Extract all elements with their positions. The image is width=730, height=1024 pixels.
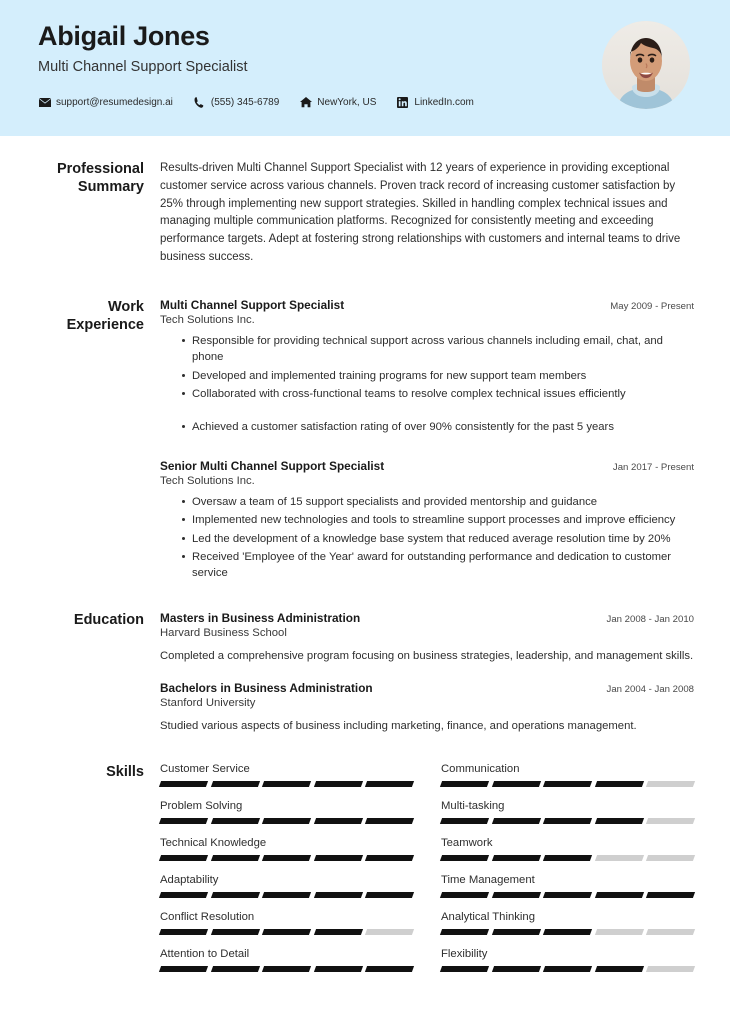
linkedin-icon: [396, 97, 409, 108]
skill-rating-bar: [160, 929, 413, 935]
skill-rating-segment: [314, 855, 363, 861]
home-icon: [299, 97, 312, 108]
list-item: Received 'Employee of the Year' award for outstanding performance and dedication to customer service: [182, 549, 694, 582]
entry-spacer: [160, 438, 694, 459]
skill-rating-bar: [441, 929, 694, 935]
skill-rating-bar: [160, 818, 413, 824]
education-description: Completed a comprehensive program focusing on business strategies, leadership, and management skills.: [160, 649, 694, 662]
skill-rating-segment: [211, 855, 260, 861]
skill-name: Technical Knowledge: [160, 837, 267, 850]
skill-rating-segment: [492, 929, 541, 935]
skill-rating-segment: [595, 781, 644, 787]
skill-rating-segment: [440, 855, 489, 861]
experience-entry: [160, 459, 694, 582]
skill-name: Communication: [441, 763, 520, 776]
experience-date: Jan 2017 - Present: [612, 461, 694, 473]
skill-name: Teamwork: [441, 837, 493, 850]
candidate-name: Abigail Jones: [38, 21, 210, 51]
skill-rating-segment: [595, 892, 644, 898]
contact-email-text: support@resumedesign.ai: [56, 96, 173, 108]
skill-name: Conflict Resolution: [160, 911, 255, 924]
skill-rating-segment: [440, 966, 489, 972]
skill-rating-segment: [314, 966, 363, 972]
skill-rating-segment: [646, 929, 695, 935]
skill-rating-segment: [543, 966, 592, 972]
skill-rating-segment: [365, 966, 414, 972]
section-label-skills: Skills: [106, 764, 144, 781]
contact-phone[interactable]: [193, 97, 279, 108]
education-entry: [160, 611, 694, 665]
skill-rating-bar: [160, 966, 413, 972]
skill-rating-segment: [595, 966, 644, 972]
experience-entry: [160, 298, 694, 436]
section-education: [36, 584, 694, 735]
skill-rating-segment: [262, 781, 311, 787]
contact-linkedin[interactable]: [396, 97, 473, 108]
section-label-summary: Professional Summary: [56, 161, 144, 196]
education-date: Jan 2008 - Jan 2010: [606, 613, 694, 625]
contact-phone-text: (555) 345-6789: [210, 96, 280, 108]
skill-rating-segment: [365, 781, 414, 787]
skill-name: Problem Solving: [160, 800, 243, 813]
skill-rating-segment: [262, 929, 311, 935]
skill-name: Time Management: [441, 874, 535, 887]
list-item: Achieved a customer satisfaction rating of over 90% consistently for the past 5 years: [182, 419, 694, 435]
education-date: Jan 2004 - Jan 2008: [606, 684, 694, 696]
email-icon: [38, 97, 51, 108]
skill-rating-segment: [440, 818, 489, 824]
skill-rating-segment: [595, 818, 644, 824]
resume-body: [0, 136, 730, 985]
skill-rating-bar: [441, 781, 694, 787]
skill-name: Flexibility: [441, 948, 488, 961]
skill-rating-bar: [441, 855, 694, 861]
skill-rating-segment: [543, 855, 592, 861]
skill-rating-segment: [543, 892, 592, 898]
skill-rating-bar: [441, 966, 694, 972]
skill-rating-segment: [492, 855, 541, 861]
experience-bullets: [160, 494, 694, 582]
skill-rating-segment: [440, 781, 489, 787]
resume-header: [0, 0, 730, 136]
section-professional-summary: [36, 136, 694, 267]
contact-email[interactable]: [38, 97, 173, 108]
skill-rating-segment: [492, 966, 541, 972]
section-skills: [36, 735, 694, 985]
skill-rating-segment: [365, 929, 414, 935]
skill-rating-bar: [160, 781, 413, 787]
skill-rating-segment: [211, 966, 260, 972]
skill-rating-segment: [211, 818, 260, 824]
summary-text: Results-driven Multi Channel Support Specialist with 12 years of experience in providing exceptional customer service across various channels. Proven track record of increasing customer satisfaction by 25% through implementing new support strategies. Skilled in handling complex technical issues and managing multiple communication platforms. Recognized for consistently meeting and exceeding performance targets. Adept at fostering strong relationships with customers and internal teams to drive business success.: [160, 162, 681, 264]
skill-item: [160, 800, 413, 837]
experience-role: Multi Channel Support Specialist: [160, 297, 345, 312]
skill-item: [160, 837, 413, 874]
experience-role: Senior Multi Channel Support Specialist: [160, 458, 385, 473]
experience-org: Tech Solutions Inc.: [160, 313, 255, 326]
skill-name: Adaptability: [160, 874, 219, 887]
skills-grid: [160, 763, 694, 985]
skill-rating-bar: [160, 892, 413, 898]
skill-rating-segment: [440, 892, 489, 898]
skill-rating-segment: [492, 892, 541, 898]
skill-rating-segment: [646, 855, 695, 861]
skill-rating-segment: [314, 781, 363, 787]
skill-rating-segment: [159, 781, 208, 787]
experience-org: Tech Solutions Inc.: [160, 474, 255, 487]
contact-location-text: NewYork, US: [317, 96, 377, 108]
skill-item: [160, 948, 413, 985]
contact-location[interactable]: [299, 97, 376, 108]
section-label-experience: Work Experience: [66, 298, 144, 333]
skill-rating-segment: [211, 892, 260, 898]
list-item: Oversaw a team of 15 support specialists and provided mentorship and guidance: [182, 494, 694, 510]
skill-rating-segment: [262, 818, 311, 824]
education-school: Harvard Business School: [160, 626, 287, 639]
skill-name: Multi-tasking: [441, 800, 505, 813]
skill-rating-segment: [211, 781, 260, 787]
education-description: Studied various aspects of business including marketing, finance, and operations management.: [160, 720, 637, 733]
skill-item: [441, 874, 694, 911]
skill-rating-segment: [159, 892, 208, 898]
skill-rating-bar: [160, 855, 413, 861]
experience-bullets: [160, 333, 694, 436]
skill-rating-segment: [646, 892, 695, 898]
skill-rating-segment: [262, 892, 311, 898]
skill-item: [441, 948, 694, 985]
skill-rating-segment: [159, 818, 208, 824]
skill-rating-segment: [159, 929, 208, 935]
contact-row: [38, 97, 700, 108]
skill-rating-segment: [159, 855, 208, 861]
skill-name: Analytical Thinking: [441, 911, 535, 924]
skill-rating-segment: [595, 929, 644, 935]
skill-rating-segment: [492, 781, 541, 787]
skill-item: [441, 911, 694, 948]
skill-item: [160, 911, 413, 948]
phone-icon: [193, 97, 206, 108]
skill-name: Attention to Detail: [160, 948, 250, 961]
skill-rating-segment: [543, 929, 592, 935]
skill-rating-segment: [211, 929, 260, 935]
skill-item: [441, 800, 694, 837]
skill-rating-segment: [365, 892, 414, 898]
experience-date: May 2009 - Present: [610, 300, 694, 312]
education-degree: Masters in Business Administration: [160, 610, 361, 625]
skill-rating-bar: [441, 892, 694, 898]
skill-rating-segment: [646, 781, 695, 787]
skill-rating-segment: [492, 818, 541, 824]
list-item: Implemented new technologies and tools to streamline support processes and improve efficiency: [182, 512, 694, 528]
skill-item: [160, 763, 413, 800]
skill-rating-bar: [441, 818, 694, 824]
skill-rating-segment: [314, 929, 363, 935]
skill-item: [441, 763, 694, 800]
skill-name: Customer Service: [160, 763, 250, 776]
skill-rating-segment: [365, 855, 414, 861]
contact-linkedin-text: LinkedIn.com: [414, 96, 474, 108]
entry-spacer: [160, 664, 694, 681]
skill-rating-segment: [314, 892, 363, 898]
list-item: Led the development of a knowledge base system that reduced average resolution time by 20%: [182, 531, 694, 547]
list-item: Collaborated with cross-functional teams to resolve complex technical issues efficiently: [182, 386, 694, 402]
education-entry: [160, 681, 694, 735]
skill-rating-segment: [646, 966, 695, 972]
skill-rating-segment: [543, 781, 592, 787]
section-label-education: Education: [73, 611, 144, 628]
skill-rating-segment: [646, 818, 695, 824]
skill-rating-segment: [159, 966, 208, 972]
skill-rating-segment: [595, 855, 644, 861]
avatar: [602, 21, 690, 109]
skill-rating-segment: [262, 855, 311, 861]
section-work-experience: [36, 267, 694, 584]
list-item: Developed and implemented training programs for new support team members: [182, 368, 694, 384]
skill-item: [160, 874, 413, 911]
candidate-title: Multi Channel Support Specialist: [38, 58, 248, 75]
skill-rating-segment: [314, 818, 363, 824]
skill-rating-segment: [543, 818, 592, 824]
skill-rating-segment: [440, 929, 489, 935]
skill-item: [441, 837, 694, 874]
education-degree: Bachelors in Business Administration: [160, 681, 373, 696]
education-school: Stanford University: [160, 697, 256, 710]
skill-rating-segment: [262, 966, 311, 972]
skill-rating-segment: [365, 818, 414, 824]
list-item: Responsible for providing technical support across various channels including email, chat, and phone: [182, 333, 694, 366]
